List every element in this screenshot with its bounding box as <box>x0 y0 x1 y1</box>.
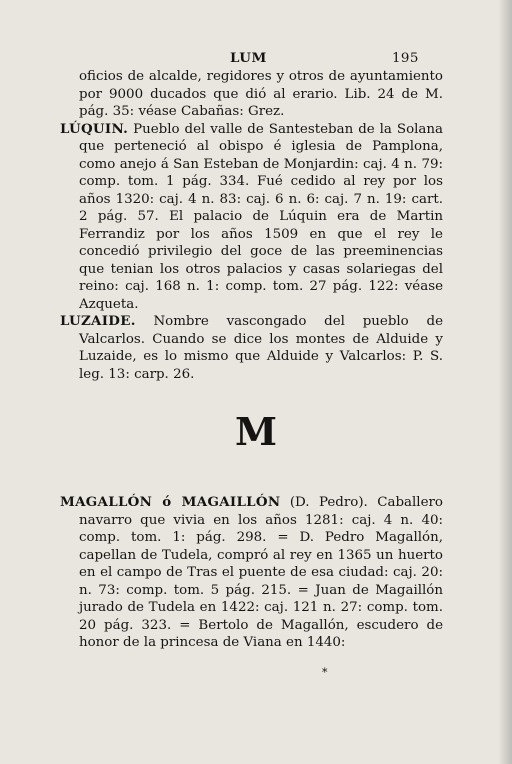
bottom-text-block <box>60 494 443 652</box>
section-letter: M <box>234 409 278 454</box>
page-number: 195 <box>392 51 419 66</box>
continuation-paragraph: oficios de alcalde, regidores y otros de ayuntamiento por 9000 ducados que dió al erario. Lib. 24 de M. pág. 35: véase Cabañas: Grez. <box>79 69 443 119</box>
entry-luquin <box>60 121 443 314</box>
headword: LUZAIDE. <box>60 313 136 329</box>
page-header <box>0 50 512 70</box>
signature-mark: * <box>322 666 328 679</box>
entry-magallon <box>60 494 443 652</box>
headword: LÚQUIN. <box>60 120 129 137</box>
top-text-block <box>60 68 443 383</box>
entry-luzaide <box>60 313 443 383</box>
entry-text: (D. Pedro). Caballero navarro que vivia en los años 1281: caj. 4 n. 40: comp. tom. 1: pág. 298. = D. Pedro Magallón, capellan de Tudela, compró al rey en 1365 un huerto en el campo de Tras el puente de esa ciudad: caj. 20: n. 73: comp. tom. 5 pág. 215. = Juan de Magaillón jurado de Tudela en 1422: caj. 121 n. 27: comp. tom. 20 pág. 323. = Bertolo de Magallón, escudero de honor de la princesa de Viana en 1440: <box>79 495 443 650</box>
entry-text: Pueblo del valle de Santesteban de la Solana que perteneció al obispo é iglesia de Pamplona, como anejo á San Esteban de Monjardin: caj. 4 n. 79: comp. tom. 1 pág. 334. Fué cedido al rey por los años 1320: caj. 4 n. 83: caj. 6 n. 6: caj. 7 n. 19: cart. 2 pág. 57. El palacio de Lúquin era de Martin Ferrandiz por los años 1509 en que el rey le concedió privilegio del goce de las preeminencias que tenian los otros palacios y casas solariegas del reino: caj. 168 n. 1: comp. tom. 27 pág. 122: véase Azqueta. <box>79 121 443 312</box>
running-head: LUM <box>230 50 267 66</box>
entry-text: Nombre vascongado del pueblo de Valcarlos. Cuando se dice los montes de Alduide y Luzaide, es lo mismo que Alduide y Valcarlos: P. S. leg. 13: carp. 26. <box>79 314 443 382</box>
page-edge-shadow <box>498 0 512 764</box>
headword: MAGALLÓN ó MAGAILLÓN <box>60 494 281 510</box>
